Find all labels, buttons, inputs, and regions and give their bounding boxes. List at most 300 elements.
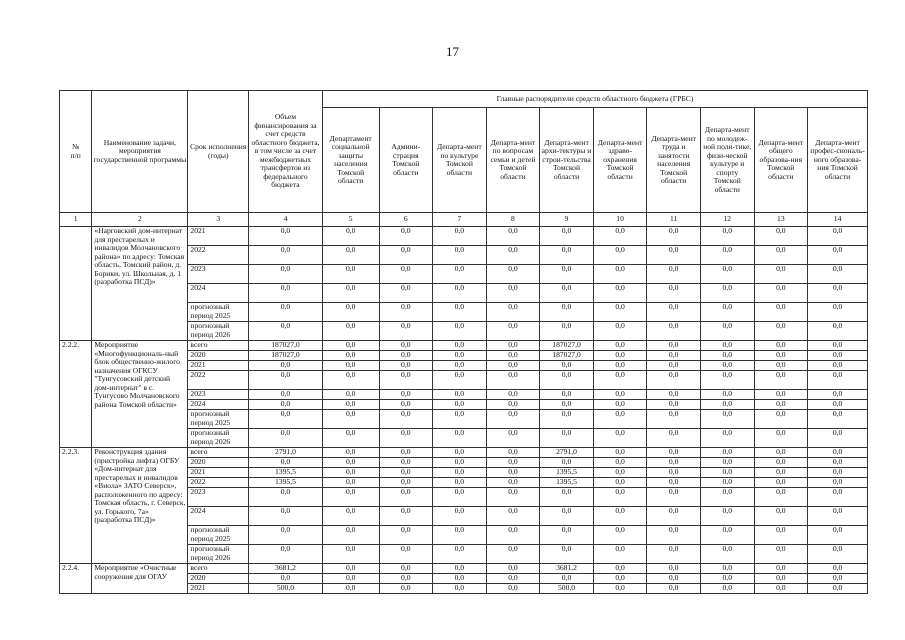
header-col-volume: Объем финансирования за счет средств областного бюджета, в том числе за счет межбюджетных трансфертов из федерального бюджета <box>249 91 323 213</box>
grbs-value-cell: 0,0 <box>486 361 540 371</box>
grbs-value-cell: 0,0 <box>754 246 808 265</box>
grbs-value-cell: 0,0 <box>540 507 594 526</box>
grbs-value-cell: 0,0 <box>808 341 868 351</box>
grbs-value-cell: 0,0 <box>647 488 701 507</box>
grbs-value-cell: 0,0 <box>754 488 808 507</box>
grbs-value-cell: 0,0 <box>647 410 701 429</box>
header-col-num: № п/п <box>60 91 92 213</box>
period-cell: всего <box>188 564 249 574</box>
grbs-value-cell: 0,0 <box>808 227 868 246</box>
grbs-value-cell: 0,0 <box>486 468 540 478</box>
grbs-value-cell: 0,0 <box>700 284 754 303</box>
grbs-value-cell: 0,0 <box>433 303 487 322</box>
grbs-value-cell: 0,0 <box>540 488 594 507</box>
grbs-value-cell: 0,0 <box>700 458 754 468</box>
grbs-value-cell: 0,0 <box>322 400 379 410</box>
grbs-value-cell: 0,0 <box>486 429 540 448</box>
grbs-value-cell: 0,0 <box>593 351 647 361</box>
grbs-value-cell: 0,0 <box>647 468 701 478</box>
volume-cell: 2791,0 <box>249 448 323 458</box>
grbs-value-cell: 0,0 <box>593 410 647 429</box>
grbs-value-cell: 0,0 <box>433 448 487 458</box>
grbs-value-cell: 0,0 <box>379 371 433 390</box>
grbs-value-cell: 0,0 <box>593 341 647 351</box>
grbs-value-cell: 0,0 <box>700 246 754 265</box>
grbs-value-cell: 0,0 <box>754 429 808 448</box>
volume-cell: 0,0 <box>249 574 323 584</box>
activity-name: Мероприятие «Многофункциональ-ный блок общественно-жилого назначения ОГКСУ "Тунгусовский детский дом-интернат" в с. Тунгусово Молчановского района Томской области» <box>92 341 188 448</box>
grbs-value-cell: 0,0 <box>647 584 701 594</box>
grbs-value-cell: 0,0 <box>540 400 594 410</box>
column-number: 3 <box>188 213 249 227</box>
grbs-value-cell: 0,0 <box>322 468 379 478</box>
period-cell: всего <box>188 448 249 458</box>
grbs-value-cell: 0,0 <box>593 478 647 488</box>
grbs-value-cell: 0,0 <box>486 448 540 458</box>
grbs-value-cell: 0,0 <box>593 429 647 448</box>
grbs-value-cell: 0,0 <box>700 468 754 478</box>
grbs-value-cell: 0,0 <box>808 584 868 594</box>
activity-number <box>60 227 92 341</box>
grbs-value-cell: 0,0 <box>486 371 540 390</box>
grbs-value-cell: 0,0 <box>700 584 754 594</box>
grbs-value-cell: 0,0 <box>379 564 433 574</box>
grbs-value-cell: 0,0 <box>433 390 487 400</box>
header-grbs-6: Департа-мент здраво-охранения Томской области <box>593 108 647 213</box>
volume-cell: 500,0 <box>249 584 323 594</box>
grbs-value-cell: 0,0 <box>540 303 594 322</box>
grbs-value-cell: 0,0 <box>754 410 808 429</box>
volume-cell: 187027,0 <box>249 341 323 351</box>
grbs-value-cell: 0,0 <box>379 284 433 303</box>
grbs-value-cell: 0,0 <box>486 458 540 468</box>
activity-number: 2.2.3. <box>60 448 92 564</box>
grbs-value-cell: 0,0 <box>700 371 754 390</box>
grbs-value-cell: 0,0 <box>754 400 808 410</box>
grbs-value-cell: 0,0 <box>593 400 647 410</box>
grbs-value-cell: 0,0 <box>754 351 808 361</box>
grbs-value-cell: 0,0 <box>379 410 433 429</box>
grbs-value-cell: 0,0 <box>808 448 868 458</box>
grbs-value-cell: 0,0 <box>379 584 433 594</box>
period-cell: 2022 <box>188 478 249 488</box>
period-cell: 2024 <box>188 284 249 303</box>
grbs-value-cell: 0,0 <box>593 574 647 584</box>
grbs-value-cell: 0,0 <box>486 410 540 429</box>
grbs-value-cell: 0,0 <box>700 410 754 429</box>
grbs-value-cell: 0,0 <box>486 488 540 507</box>
grbs-value-cell: 0,0 <box>754 265 808 284</box>
grbs-value-cell: 0,0 <box>486 574 540 584</box>
volume-cell: 3681,2 <box>249 564 323 574</box>
grbs-value-cell: 0,0 <box>379 574 433 584</box>
volume-cell: 0,0 <box>249 400 323 410</box>
period-cell: 2021 <box>188 584 249 594</box>
grbs-value-cell: 0,0 <box>808 564 868 574</box>
grbs-value-cell: 0,0 <box>647 371 701 390</box>
grbs-value-cell: 0,0 <box>808 410 868 429</box>
volume-cell: 0,0 <box>249 410 323 429</box>
volume-cell: 0,0 <box>249 284 323 303</box>
volume-cell: 0,0 <box>249 507 323 526</box>
volume-cell: 0,0 <box>249 390 323 400</box>
period-cell: 2021 <box>188 227 249 246</box>
column-number: 12 <box>700 213 754 227</box>
period-cell: 2021 <box>188 361 249 371</box>
grbs-value-cell: 0,0 <box>379 458 433 468</box>
grbs-value-cell: 0,0 <box>808 361 868 371</box>
grbs-value-cell: 0,0 <box>700 448 754 458</box>
grbs-value-cell: 0,0 <box>540 322 594 341</box>
grbs-value-cell: 0,0 <box>700 351 754 361</box>
grbs-value-cell: 0,0 <box>754 390 808 400</box>
grbs-value-cell: 0,0 <box>593 227 647 246</box>
grbs-value-cell: 0,0 <box>808 574 868 584</box>
header-grbs-3: Департа-мент по культуре Томской области <box>433 108 487 213</box>
period-cell: прогнозный период 2026 <box>188 322 249 341</box>
period-cell: 2022 <box>188 371 249 390</box>
grbs-value-cell: 0,0 <box>754 458 808 468</box>
grbs-value-cell: 0,0 <box>593 488 647 507</box>
period-cell: 2023 <box>188 488 249 507</box>
grbs-value-cell: 0,0 <box>540 545 594 564</box>
grbs-value-cell: 0,0 <box>379 468 433 478</box>
grbs-value-cell: 0,0 <box>808 468 868 478</box>
grbs-value-cell: 0,0 <box>593 246 647 265</box>
column-number: 14 <box>808 213 868 227</box>
grbs-value-cell: 0,0 <box>700 361 754 371</box>
grbs-value-cell: 0,0 <box>700 545 754 564</box>
grbs-value-cell: 0,0 <box>754 584 808 594</box>
period-cell: прогнозный период 2025 <box>188 303 249 322</box>
volume-cell: 0,0 <box>249 265 323 284</box>
grbs-value-cell: 0,0 <box>540 284 594 303</box>
period-cell: прогнозный период 2025 <box>188 410 249 429</box>
grbs-value-cell: 0,0 <box>540 410 594 429</box>
grbs-value-cell: 187027,0 <box>540 341 594 351</box>
grbs-value-cell: 500,0 <box>540 584 594 594</box>
header-grbs-1: Департамент социальной защиты населения Томской области <box>322 108 379 213</box>
grbs-value-cell: 0,0 <box>486 545 540 564</box>
grbs-value-cell: 0,0 <box>647 322 701 341</box>
grbs-value-cell: 0,0 <box>433 246 487 265</box>
activity-number: 2.2.2. <box>60 341 92 448</box>
period-cell: прогнозный период 2025 <box>188 526 249 545</box>
grbs-value-cell: 0,0 <box>433 322 487 341</box>
header-grbs-8: Департа-мент по молодеж-ной поли-тике, физи-ческой культуре и спорту Томской области <box>700 108 754 213</box>
grbs-value-cell: 0,0 <box>322 574 379 584</box>
volume-cell: 0,0 <box>249 458 323 468</box>
grbs-value-cell: 0,0 <box>754 448 808 458</box>
grbs-value-cell: 0,0 <box>540 361 594 371</box>
column-number: 8 <box>486 213 540 227</box>
grbs-value-cell: 0,0 <box>754 227 808 246</box>
grbs-value-cell: 0,0 <box>754 284 808 303</box>
grbs-value-cell: 1395,5 <box>540 478 594 488</box>
grbs-value-cell: 0,0 <box>700 227 754 246</box>
grbs-value-cell: 0,0 <box>540 429 594 448</box>
grbs-value-cell: 0,0 <box>647 303 701 322</box>
grbs-value-cell: 0,0 <box>808 400 868 410</box>
grbs-value-cell: 0,0 <box>433 265 487 284</box>
grbs-value-cell: 0,0 <box>593 526 647 545</box>
grbs-value-cell: 0,0 <box>379 303 433 322</box>
grbs-value-cell: 0,0 <box>322 265 379 284</box>
grbs-value-cell: 0,0 <box>700 341 754 351</box>
grbs-value-cell: 0,0 <box>593 371 647 390</box>
column-number: 7 <box>433 213 487 227</box>
activity-name: Реконструкция здания (пристройка лифта) ОГБУ «Дом-интернат для престарелых и инвалидов «Виола» ЗАТО Северск», расположенного по адресу: Томская область, г. Северск, ул. Горького, 7а» (разработка ПСД)» <box>92 448 188 564</box>
column-number: 5 <box>322 213 379 227</box>
grbs-value-cell: 0,0 <box>433 410 487 429</box>
period-cell: 2024 <box>188 400 249 410</box>
grbs-value-cell: 0,0 <box>486 303 540 322</box>
period-cell: 2022 <box>188 246 249 265</box>
grbs-value-cell: 0,0 <box>379 545 433 564</box>
grbs-value-cell: 0,0 <box>322 545 379 564</box>
grbs-value-cell: 0,0 <box>700 526 754 545</box>
grbs-value-cell: 0,0 <box>700 390 754 400</box>
grbs-value-cell: 0,0 <box>647 448 701 458</box>
grbs-value-cell: 0,0 <box>540 574 594 584</box>
grbs-value-cell: 0,0 <box>700 478 754 488</box>
grbs-value-cell: 0,0 <box>322 371 379 390</box>
grbs-value-cell: 0,0 <box>379 246 433 265</box>
grbs-value-cell: 0,0 <box>379 227 433 246</box>
page-number: 17 <box>446 44 459 59</box>
grbs-value-cell: 0,0 <box>322 227 379 246</box>
grbs-value-cell: 0,0 <box>700 488 754 507</box>
grbs-value-cell: 0,0 <box>754 341 808 351</box>
volume-cell: 0,0 <box>249 488 323 507</box>
grbs-value-cell: 0,0 <box>808 303 868 322</box>
grbs-value-cell: 0,0 <box>322 507 379 526</box>
grbs-value-cell: 0,0 <box>486 227 540 246</box>
grbs-value-cell: 0,0 <box>808 390 868 400</box>
grbs-value-cell: 0,0 <box>808 458 868 468</box>
grbs-value-cell: 0,0 <box>379 265 433 284</box>
grbs-value-cell: 0,0 <box>379 429 433 448</box>
volume-cell: 1395,5 <box>249 478 323 488</box>
grbs-value-cell: 0,0 <box>486 584 540 594</box>
grbs-value-cell: 0,0 <box>322 322 379 341</box>
column-number: 10 <box>593 213 647 227</box>
grbs-value-cell: 0,0 <box>700 303 754 322</box>
grbs-value-cell: 0,0 <box>322 351 379 361</box>
grbs-value-cell: 0,0 <box>754 468 808 478</box>
grbs-value-cell: 2791,0 <box>540 448 594 458</box>
grbs-value-cell: 0,0 <box>379 400 433 410</box>
period-cell: всего <box>188 341 249 351</box>
grbs-value-cell: 0,0 <box>593 284 647 303</box>
grbs-value-cell: 0,0 <box>647 227 701 246</box>
grbs-value-cell: 0,0 <box>808 371 868 390</box>
grbs-value-cell: 0,0 <box>433 526 487 545</box>
grbs-value-cell: 0,0 <box>647 545 701 564</box>
header-grbs-2: Админи-страция Томской области <box>379 108 433 213</box>
grbs-value-cell: 0,0 <box>486 322 540 341</box>
column-number: 4 <box>249 213 323 227</box>
grbs-value-cell: 0,0 <box>379 351 433 361</box>
grbs-value-cell: 0,0 <box>322 526 379 545</box>
header-col-term: Срок исполнения (годы) <box>188 91 249 213</box>
activity-number: 2.2.4. <box>60 564 92 594</box>
period-cell: прогнозный период 2026 <box>188 429 249 448</box>
grbs-value-cell: 0,0 <box>322 410 379 429</box>
grbs-value-cell: 0,0 <box>433 507 487 526</box>
column-number: 13 <box>754 213 808 227</box>
volume-cell: 1395,5 <box>249 468 323 478</box>
grbs-value-cell: 0,0 <box>486 351 540 361</box>
grbs-value-cell: 0,0 <box>433 478 487 488</box>
grbs-value-cell: 0,0 <box>486 265 540 284</box>
grbs-value-cell: 0,0 <box>433 458 487 468</box>
grbs-value-cell: 0,0 <box>486 246 540 265</box>
grbs-value-cell: 0,0 <box>379 526 433 545</box>
grbs-value-cell: 0,0 <box>754 371 808 390</box>
grbs-value-cell: 0,0 <box>322 478 379 488</box>
volume-cell: 0,0 <box>249 227 323 246</box>
grbs-value-cell: 0,0 <box>433 341 487 351</box>
grbs-value-cell: 0,0 <box>540 526 594 545</box>
grbs-value-cell: 0,0 <box>700 265 754 284</box>
grbs-value-cell: 0,0 <box>647 429 701 448</box>
header-grbs-7: Департа-мент труда и занятости населения Томской области <box>647 108 701 213</box>
grbs-value-cell: 0,0 <box>433 227 487 246</box>
grbs-value-cell: 0,0 <box>754 322 808 341</box>
grbs-value-cell: 0,0 <box>322 429 379 448</box>
period-cell: прогнозный период 2026 <box>188 545 249 564</box>
grbs-value-cell: 0,0 <box>322 303 379 322</box>
period-cell: 2020 <box>188 458 249 468</box>
grbs-value-cell: 0,0 <box>647 246 701 265</box>
grbs-value-cell: 0,0 <box>433 488 487 507</box>
grbs-value-cell: 0,0 <box>593 448 647 458</box>
period-cell: 2020 <box>188 574 249 584</box>
grbs-value-cell: 0,0 <box>593 303 647 322</box>
grbs-value-cell: 0,0 <box>593 584 647 594</box>
grbs-value-cell: 0,0 <box>754 564 808 574</box>
grbs-value-cell: 0,0 <box>540 371 594 390</box>
table-row <box>60 341 868 351</box>
grbs-value-cell: 0,0 <box>322 448 379 458</box>
grbs-value-cell: 0,0 <box>647 265 701 284</box>
grbs-value-cell: 0,0 <box>647 284 701 303</box>
grbs-value-cell: 0,0 <box>379 488 433 507</box>
activity-name: «Нарговский дом-интернат для престарелых и инвалидов Молчановского района» по адресу: Томская область, Томский район, д. Борики, ул. Школьная, д. 1 (разработка ПСД)» <box>92 227 188 341</box>
grbs-value-cell: 0,0 <box>808 545 868 564</box>
grbs-value-cell: 0,0 <box>754 361 808 371</box>
table-row <box>60 448 868 458</box>
table-body <box>60 227 868 594</box>
grbs-value-cell: 0,0 <box>433 429 487 448</box>
grbs-value-cell: 187027,0 <box>540 351 594 361</box>
grbs-value-cell: 0,0 <box>593 265 647 284</box>
volume-cell: 187027,0 <box>249 351 323 361</box>
grbs-value-cell: 0,0 <box>379 390 433 400</box>
grbs-value-cell: 0,0 <box>322 564 379 574</box>
column-number: 9 <box>540 213 594 227</box>
grbs-value-cell: 0,0 <box>700 322 754 341</box>
grbs-value-cell: 0,0 <box>700 507 754 526</box>
grbs-value-cell: 0,0 <box>754 574 808 584</box>
grbs-value-cell: 0,0 <box>322 284 379 303</box>
column-number: 11 <box>647 213 701 227</box>
grbs-value-cell: 0,0 <box>486 564 540 574</box>
financing-table <box>59 90 868 594</box>
grbs-value-cell: 0,0 <box>486 400 540 410</box>
period-cell: 2024 <box>188 507 249 526</box>
grbs-value-cell: 0,0 <box>433 574 487 584</box>
grbs-value-cell: 0,0 <box>486 341 540 351</box>
grbs-value-cell: 0,0 <box>593 507 647 526</box>
grbs-value-cell: 0,0 <box>486 507 540 526</box>
grbs-value-cell: 0,0 <box>754 526 808 545</box>
grbs-value-cell: 0,0 <box>322 584 379 594</box>
grbs-value-cell: 0,0 <box>593 322 647 341</box>
grbs-value-cell: 0,0 <box>808 478 868 488</box>
grbs-value-cell: 0,0 <box>379 448 433 458</box>
header-grbs-title: Главные распорядители средств областного бюджета (ГРБС) <box>322 91 867 108</box>
grbs-value-cell: 0,0 <box>540 390 594 400</box>
grbs-value-cell: 0,0 <box>540 246 594 265</box>
grbs-value-cell: 0,0 <box>379 341 433 351</box>
grbs-value-cell: 0,0 <box>647 526 701 545</box>
grbs-value-cell: 0,0 <box>379 478 433 488</box>
grbs-value-cell: 0,0 <box>700 564 754 574</box>
grbs-value-cell: 0,0 <box>379 507 433 526</box>
grbs-value-cell: 0,0 <box>700 429 754 448</box>
grbs-value-cell: 0,0 <box>593 361 647 371</box>
activity-name: Мероприятие «Очистные сооружения для ОГАУ <box>92 564 188 594</box>
grbs-value-cell: 0,0 <box>808 488 868 507</box>
grbs-value-cell: 0,0 <box>593 458 647 468</box>
volume-cell: 0,0 <box>249 322 323 341</box>
grbs-value-cell: 0,0 <box>808 507 868 526</box>
grbs-value-cell: 0,0 <box>647 341 701 351</box>
header-grbs-5: Департа-мент архи-тектуры и строи-тельства Томской области <box>540 108 594 213</box>
grbs-value-cell: 0,0 <box>808 322 868 341</box>
column-number: 1 <box>60 213 92 227</box>
grbs-value-cell: 0,0 <box>593 564 647 574</box>
grbs-value-cell: 0,0 <box>754 545 808 564</box>
header-col-name: Наименование задачи, мероприятия государственной программы <box>92 91 188 213</box>
grbs-value-cell: 0,0 <box>433 400 487 410</box>
grbs-value-cell: 0,0 <box>433 468 487 478</box>
period-cell: 2023 <box>188 390 249 400</box>
grbs-value-cell: 1395,5 <box>540 468 594 478</box>
grbs-value-cell: 0,0 <box>433 361 487 371</box>
volume-cell: 0,0 <box>249 246 323 265</box>
volume-cell: 0,0 <box>249 526 323 545</box>
grbs-value-cell: 0,0 <box>808 351 868 361</box>
grbs-value-cell: 0,0 <box>647 390 701 400</box>
header-grbs-10: Департа-мент профес-сиональ-ного образова-ния Томской области <box>808 108 868 213</box>
grbs-value-cell: 0,0 <box>433 584 487 594</box>
volume-cell: 0,0 <box>249 303 323 322</box>
grbs-value-cell: 0,0 <box>700 574 754 584</box>
grbs-value-cell: 0,0 <box>379 361 433 371</box>
table-row <box>60 227 868 246</box>
grbs-value-cell: 0,0 <box>322 341 379 351</box>
grbs-value-cell: 0,0 <box>647 361 701 371</box>
grbs-value-cell: 0,0 <box>433 284 487 303</box>
period-cell: 2021 <box>188 468 249 478</box>
column-number: 6 <box>379 213 433 227</box>
grbs-value-cell: 0,0 <box>433 564 487 574</box>
grbs-value-cell: 0,0 <box>754 478 808 488</box>
grbs-value-cell: 0,0 <box>647 564 701 574</box>
